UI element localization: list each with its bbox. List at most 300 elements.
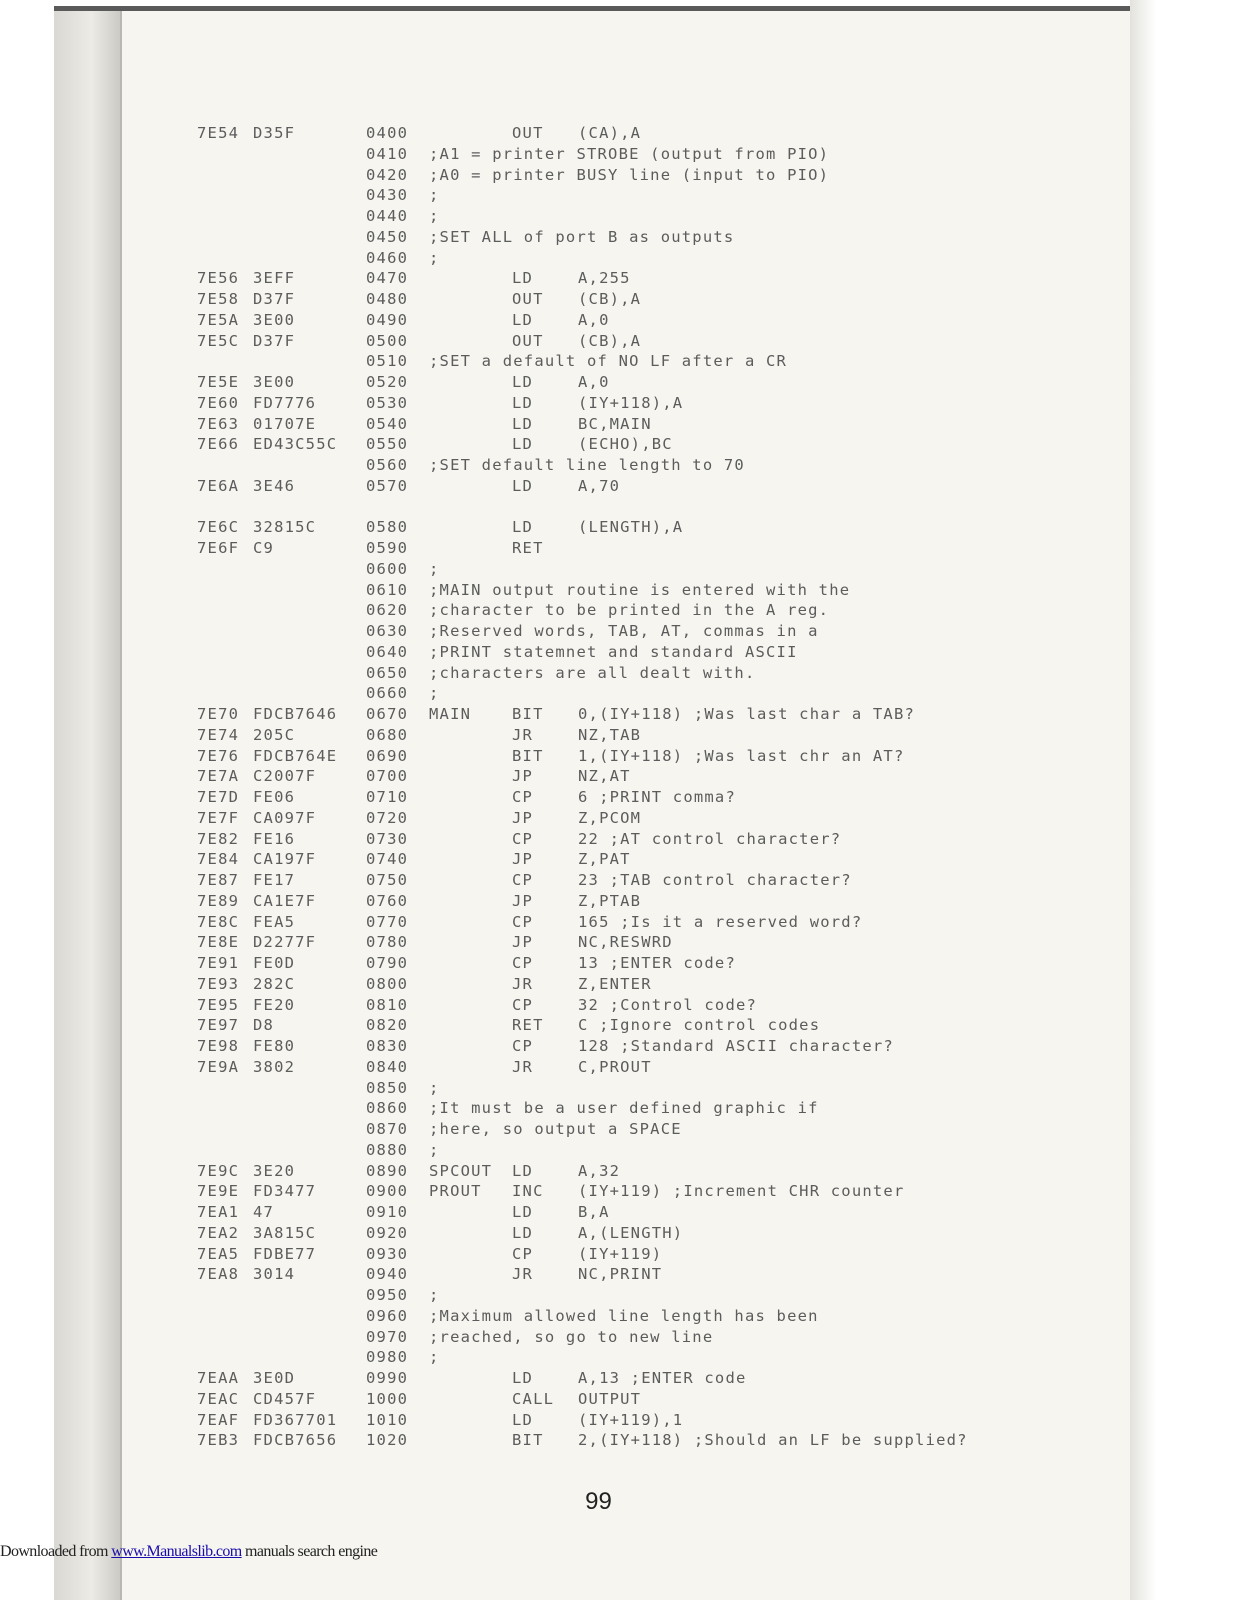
operands: (IY+118),A xyxy=(578,393,684,412)
mnemonic: RET xyxy=(512,539,544,557)
object-code: 32815C xyxy=(253,518,317,537)
object-code: FE0D xyxy=(253,954,296,972)
address: 7E95 xyxy=(197,995,240,1014)
mnemonic: LD xyxy=(512,1410,534,1429)
line-number: 0780 xyxy=(366,933,409,952)
comment: ; xyxy=(429,559,440,578)
comment: ;character to be printed in the A reg. xyxy=(429,601,830,620)
object-code: FD3477 xyxy=(253,1182,317,1201)
operands: B,A xyxy=(578,1203,610,1221)
line-number: 0580 xyxy=(366,518,409,537)
address: 7EAA xyxy=(197,1369,240,1387)
mnemonic: LD xyxy=(512,476,534,495)
footer-prefix: Downloaded from xyxy=(0,1543,112,1560)
operands: (CB),A xyxy=(578,331,642,350)
listing-line xyxy=(197,310,1097,331)
address: 7E87 xyxy=(197,871,240,889)
line-number: 0400 xyxy=(366,124,409,142)
line-number: 1000 xyxy=(366,1389,409,1408)
mnemonic: JR xyxy=(512,725,534,744)
object-code: FE17 xyxy=(253,871,296,889)
listing-line xyxy=(197,1264,1097,1285)
mnemonic: JP xyxy=(512,891,534,910)
operands: A,70 xyxy=(578,476,621,495)
listing-line xyxy=(197,1430,1097,1451)
listing-line xyxy=(197,1161,1097,1182)
listing-line xyxy=(197,1015,1097,1036)
comment: ; xyxy=(429,1140,440,1159)
listing-line xyxy=(197,808,1097,829)
address: 7E5C xyxy=(197,331,240,350)
mnemonic: LD xyxy=(512,269,534,288)
address: 7E63 xyxy=(197,414,240,433)
listing-line xyxy=(197,434,1097,455)
line-number: 0810 xyxy=(366,995,409,1014)
listing-line xyxy=(197,953,1097,974)
object-code: CD457F xyxy=(253,1389,317,1408)
mnemonic: LD xyxy=(512,1369,534,1387)
address: 7E56 xyxy=(197,269,240,288)
mnemonic: BIT xyxy=(512,1431,544,1450)
address: 7E76 xyxy=(197,746,240,765)
operands: (CB),A xyxy=(578,290,642,308)
comment: ; xyxy=(429,684,440,703)
comment: ;PRINT statemnet and standard ASCII xyxy=(429,642,798,661)
listing-line xyxy=(197,849,1097,870)
address: 7E6F xyxy=(197,539,240,557)
line-number: 0420 xyxy=(366,165,409,184)
object-code: CA097F xyxy=(253,808,317,827)
listing-line xyxy=(197,372,1097,393)
listing-line xyxy=(197,393,1097,414)
operands: Z,PAT xyxy=(578,850,631,869)
operands: OUTPUT xyxy=(578,1389,642,1408)
line-number: 0970 xyxy=(366,1327,409,1346)
line-number: 0920 xyxy=(366,1223,409,1242)
mnemonic: CP xyxy=(512,829,534,848)
operands: 1,(IY+118) ;Was last chr an AT? xyxy=(578,746,905,765)
operands: 0,(IY+118) ;Was last char a TAB? xyxy=(578,705,916,723)
mnemonic: OUT xyxy=(512,290,544,308)
listing-line xyxy=(197,1181,1097,1202)
line-number: 0740 xyxy=(366,850,409,869)
line-number: 0830 xyxy=(366,1037,409,1055)
object-code: 3E46 xyxy=(253,476,296,495)
line-number: 0560 xyxy=(366,456,409,474)
line-number: 0630 xyxy=(366,622,409,640)
line-number: 0900 xyxy=(366,1182,409,1201)
object-code: D35F xyxy=(253,124,296,142)
listing-line xyxy=(197,621,1097,642)
listing-line xyxy=(197,580,1097,601)
operands: Z,PTAB xyxy=(578,891,642,910)
mnemonic: JR xyxy=(512,1057,534,1076)
listing-line xyxy=(197,1078,1097,1099)
page-binding xyxy=(54,11,122,1600)
listing-line xyxy=(197,1368,1097,1389)
line-number: 0800 xyxy=(366,974,409,993)
mnemonic: LD xyxy=(512,518,534,537)
listing-line xyxy=(197,538,1097,559)
page-number: 99 xyxy=(585,1488,612,1515)
address: 7E98 xyxy=(197,1037,240,1055)
listing-line xyxy=(197,455,1097,476)
mnemonic: BIT xyxy=(512,746,544,765)
address: 7E9A xyxy=(197,1057,240,1076)
operands: 13 ;ENTER code? xyxy=(578,954,736,972)
operands: 23 ;TAB control character? xyxy=(578,871,852,889)
line-number: 1020 xyxy=(366,1431,409,1450)
address: 7E8C xyxy=(197,912,240,931)
listing-line xyxy=(197,663,1097,684)
line-number: 0820 xyxy=(366,1016,409,1035)
line-number: 0750 xyxy=(366,871,409,889)
object-code: C9 xyxy=(253,539,275,557)
operands: 6 ;PRINT comma? xyxy=(578,788,736,806)
listing-line xyxy=(197,1244,1097,1265)
mnemonic: LD xyxy=(512,414,534,433)
address: 7E93 xyxy=(197,974,240,993)
line-number: 0430 xyxy=(366,186,409,205)
line-number: 0670 xyxy=(366,705,409,723)
object-code: D8 xyxy=(253,1016,275,1035)
listing-line xyxy=(197,414,1097,435)
line-number: 0710 xyxy=(366,788,409,806)
object-code: FE80 xyxy=(253,1037,296,1055)
operands: (LENGTH),A xyxy=(578,518,684,537)
address: 7E9C xyxy=(197,1161,240,1180)
operands: 2,(IY+118) ;Should an LF be supplied? xyxy=(578,1431,968,1450)
listing-line xyxy=(197,1140,1097,1161)
mnemonic: LD xyxy=(512,1223,534,1242)
line-number: 0940 xyxy=(366,1265,409,1284)
address: 7E82 xyxy=(197,829,240,848)
line-number: 0590 xyxy=(366,539,409,557)
listing-line xyxy=(197,144,1097,165)
object-code: C2007F xyxy=(253,767,317,786)
listing-line xyxy=(197,1119,1097,1140)
address: 7E91 xyxy=(197,954,240,972)
listing-line xyxy=(197,123,1097,144)
object-code: 3A815C xyxy=(253,1223,317,1242)
operands: 22 ;AT control character? xyxy=(578,829,842,848)
line-number: 0520 xyxy=(366,373,409,391)
line-number: 0640 xyxy=(366,642,409,661)
listing-line xyxy=(197,704,1097,725)
operands: (CA),A xyxy=(578,124,642,142)
address: 7E5E xyxy=(197,373,240,391)
label: MAIN xyxy=(429,705,472,723)
listing-line xyxy=(197,642,1097,663)
object-code: FDCB7656 xyxy=(253,1431,338,1450)
mnemonic: CP xyxy=(512,788,534,806)
listing-line xyxy=(197,746,1097,767)
object-code: FD7776 xyxy=(253,393,317,412)
object-code: 282C xyxy=(253,974,296,993)
line-number: 0610 xyxy=(366,580,409,599)
operands: C,PROUT xyxy=(578,1057,652,1076)
mnemonic: RET xyxy=(512,1016,544,1035)
mnemonic: JR xyxy=(512,1265,534,1284)
object-code: D2277F xyxy=(253,933,317,952)
mnemonic: LD xyxy=(512,1203,534,1221)
line-number: 0840 xyxy=(366,1057,409,1076)
line-number: 0950 xyxy=(366,1286,409,1304)
listing-line xyxy=(197,331,1097,352)
operands: A,0 xyxy=(578,373,610,391)
listing-line xyxy=(197,1223,1097,1244)
operands: Z,ENTER xyxy=(578,974,652,993)
line-number: 0660 xyxy=(366,684,409,703)
listing-line xyxy=(197,1285,1097,1306)
address: 7E8E xyxy=(197,933,240,952)
address: 7E7F xyxy=(197,808,240,827)
mnemonic: JP xyxy=(512,850,534,869)
object-code: 205C xyxy=(253,725,296,744)
comment: ;SET a default of NO LF after a CR xyxy=(429,352,788,371)
address: 7E7D xyxy=(197,788,240,806)
listing-line xyxy=(197,870,1097,891)
comment: ;A1 = printer STROBE (output from PIO) xyxy=(429,144,830,163)
line-number: 0650 xyxy=(366,663,409,682)
address: 7E6A xyxy=(197,476,240,495)
line-number: 0680 xyxy=(366,725,409,744)
comment: ;Maximum allowed line length has been xyxy=(429,1306,819,1325)
object-code: FE16 xyxy=(253,829,296,848)
listing-line xyxy=(197,206,1097,227)
object-code: CA1E7F xyxy=(253,891,317,910)
comment: ;A0 = printer BUSY line (input to PIO) xyxy=(429,165,830,184)
object-code: FDCB764E xyxy=(253,746,338,765)
listing-line xyxy=(197,1098,1097,1119)
listing-line xyxy=(197,1306,1097,1327)
listing-line xyxy=(197,766,1097,787)
operands: A,32 xyxy=(578,1161,621,1180)
comment: ; xyxy=(429,1286,440,1304)
operands: BC,MAIN xyxy=(578,414,652,433)
listing-line xyxy=(197,974,1097,995)
comment: ;characters are all dealt with. xyxy=(429,663,756,682)
object-code: FD367701 xyxy=(253,1410,338,1429)
address: 7EB3 xyxy=(197,1431,240,1450)
object-code: 3E0D xyxy=(253,1369,296,1387)
address: 7E7A xyxy=(197,767,240,786)
comment: ;It must be a user defined graphic if xyxy=(429,1099,819,1118)
line-number: 0990 xyxy=(366,1369,409,1387)
object-code: CA197F xyxy=(253,850,317,869)
mnemonic: CP xyxy=(512,912,534,931)
comment: ; xyxy=(429,248,440,267)
address: 7E5A xyxy=(197,310,240,329)
address: 7E89 xyxy=(197,891,240,910)
operands: NZ,AT xyxy=(578,767,631,786)
line-number: 0510 xyxy=(366,352,409,371)
listing-line xyxy=(197,932,1097,953)
line-number: 0880 xyxy=(366,1140,409,1159)
listing-line xyxy=(197,1202,1097,1223)
listing-line xyxy=(197,1410,1097,1431)
comment: ;SET ALL of port B as outputs xyxy=(429,227,735,246)
mnemonic: OUT xyxy=(512,124,544,142)
listing-line xyxy=(197,1036,1097,1057)
object-code: FE20 xyxy=(253,995,296,1014)
scan-top-edge xyxy=(54,6,1130,11)
object-code: 3802 xyxy=(253,1057,296,1076)
line-number: 0450 xyxy=(366,227,409,246)
listing-line xyxy=(197,829,1097,850)
line-number: 0870 xyxy=(366,1120,409,1138)
mnemonic: JP xyxy=(512,808,534,827)
line-number: 0850 xyxy=(366,1078,409,1097)
comment: ;Reserved words, TAB, AT, commas in a xyxy=(429,622,819,640)
comment: ;reached, so go to new line xyxy=(429,1327,714,1346)
mnemonic: CP xyxy=(512,1244,534,1263)
listing-line xyxy=(197,185,1097,206)
address: 7EA5 xyxy=(197,1244,240,1263)
line-number: 0460 xyxy=(366,248,409,267)
line-number: 0720 xyxy=(366,808,409,827)
listing-line xyxy=(197,1327,1097,1348)
listing-line xyxy=(197,787,1097,808)
operands: A,0 xyxy=(578,310,610,329)
listing-line xyxy=(197,476,1097,497)
address: 7EA8 xyxy=(197,1265,240,1284)
mnemonic: BIT xyxy=(512,705,544,723)
mnemonic: CP xyxy=(512,1037,534,1055)
line-number: 0960 xyxy=(366,1306,409,1325)
line-number: 0890 xyxy=(366,1161,409,1180)
line-number: 0490 xyxy=(366,310,409,329)
comment: ;MAIN output routine is entered with the xyxy=(429,580,851,599)
listing-line xyxy=(197,912,1097,933)
mnemonic: CP xyxy=(512,871,534,889)
listing-line xyxy=(197,683,1097,704)
comment: ;here, so output a SPACE xyxy=(429,1120,682,1138)
object-code: 3E00 xyxy=(253,373,296,391)
line-number: 0700 xyxy=(366,767,409,786)
line-number: 1010 xyxy=(366,1410,409,1429)
line-number: 0480 xyxy=(366,290,409,308)
line-number: 0500 xyxy=(366,331,409,350)
line-number: 0550 xyxy=(366,435,409,454)
line-number: 0530 xyxy=(366,393,409,412)
comment: ; xyxy=(429,1348,440,1367)
line-number: 0910 xyxy=(366,1203,409,1221)
operands: NC,PRINT xyxy=(578,1265,663,1284)
operands: A,13 ;ENTER code xyxy=(578,1369,747,1387)
label: PROUT xyxy=(429,1182,482,1201)
listing-line xyxy=(197,268,1097,289)
listing-line xyxy=(197,165,1097,186)
mnemonic: INC xyxy=(512,1182,544,1201)
address: 7EA2 xyxy=(197,1223,240,1242)
listing-line xyxy=(197,559,1097,580)
mnemonic: CP xyxy=(512,954,534,972)
object-code: FDBE77 xyxy=(253,1244,317,1263)
mnemonic: CP xyxy=(512,995,534,1014)
listing-line xyxy=(197,248,1097,269)
listing-line xyxy=(197,600,1097,621)
listing-line xyxy=(197,1347,1097,1368)
object-code: D37F xyxy=(253,290,296,308)
listing-line xyxy=(197,891,1097,912)
footer-suffix: manuals search engine xyxy=(241,1543,378,1560)
mnemonic: JP xyxy=(512,767,534,786)
listing-line xyxy=(197,725,1097,746)
mnemonic: LD xyxy=(512,373,534,391)
operands: Z,PCOM xyxy=(578,808,642,827)
line-number: 0410 xyxy=(366,144,409,163)
object-code: 3E20 xyxy=(253,1161,296,1180)
operands: 128 ;Standard ASCII character? xyxy=(578,1037,894,1055)
listing-line xyxy=(197,289,1097,310)
assembly-listing xyxy=(197,123,1097,1451)
line-number: 0600 xyxy=(366,559,409,578)
listing-line xyxy=(197,517,1097,538)
address: 7E97 xyxy=(197,1016,240,1035)
comment: ; xyxy=(429,1078,440,1097)
line-number: 0620 xyxy=(366,601,409,620)
line-number: 0860 xyxy=(366,1099,409,1118)
line-number: 0790 xyxy=(366,954,409,972)
object-code: 3014 xyxy=(253,1265,296,1284)
mnemonic: LD xyxy=(512,393,534,412)
line-number: 0930 xyxy=(366,1244,409,1263)
operands: A,255 xyxy=(578,269,631,288)
line-number: 0980 xyxy=(366,1348,409,1367)
address: 7E84 xyxy=(197,850,240,869)
object-code: FEA5 xyxy=(253,912,296,931)
binding-gutter-line xyxy=(120,11,122,1600)
object-code: 01707E xyxy=(253,414,317,433)
object-code: 3EFF xyxy=(253,269,296,288)
operands: 32 ;Control code? xyxy=(578,995,758,1014)
address: 7E60 xyxy=(197,393,240,412)
address: 7EA1 xyxy=(197,1203,240,1221)
comment: ; xyxy=(429,207,440,225)
mnemonic: JP xyxy=(512,933,534,952)
listing-line xyxy=(197,1389,1097,1410)
address: 7E74 xyxy=(197,725,240,744)
address: 7EAF xyxy=(197,1410,240,1429)
operands: 165 ;Is it a reserved word? xyxy=(578,912,863,931)
listing-line xyxy=(197,351,1097,372)
object-code: ED43C55C xyxy=(253,435,338,454)
address: 7E66 xyxy=(197,435,240,454)
line-number: 0730 xyxy=(366,829,409,848)
listing-line xyxy=(197,995,1097,1016)
operands: A,(LENGTH) xyxy=(578,1223,684,1242)
comment: ; xyxy=(429,186,440,205)
comment: ;SET default line length to 70 xyxy=(429,456,745,474)
listing-line xyxy=(197,227,1097,248)
line-number: 0540 xyxy=(366,414,409,433)
operands: NZ,TAB xyxy=(578,725,642,744)
object-code: 3E00 xyxy=(253,310,296,329)
operands: (IY+119) ;Increment CHR counter xyxy=(578,1182,905,1201)
mnemonic: LD xyxy=(512,435,534,454)
label: SPCOUT xyxy=(429,1161,493,1180)
operands: (IY+119) xyxy=(578,1244,663,1263)
address: 7E58 xyxy=(197,290,240,308)
address: 7E54 xyxy=(197,124,240,142)
manualslib-link[interactable]: www.Manualslib.com xyxy=(111,1543,242,1560)
listing-line xyxy=(197,497,1097,518)
operands: (ECHO),BC xyxy=(578,435,673,454)
address: 7E70 xyxy=(197,705,240,723)
object-code: 47 xyxy=(253,1203,275,1221)
listing-line xyxy=(197,1057,1097,1078)
